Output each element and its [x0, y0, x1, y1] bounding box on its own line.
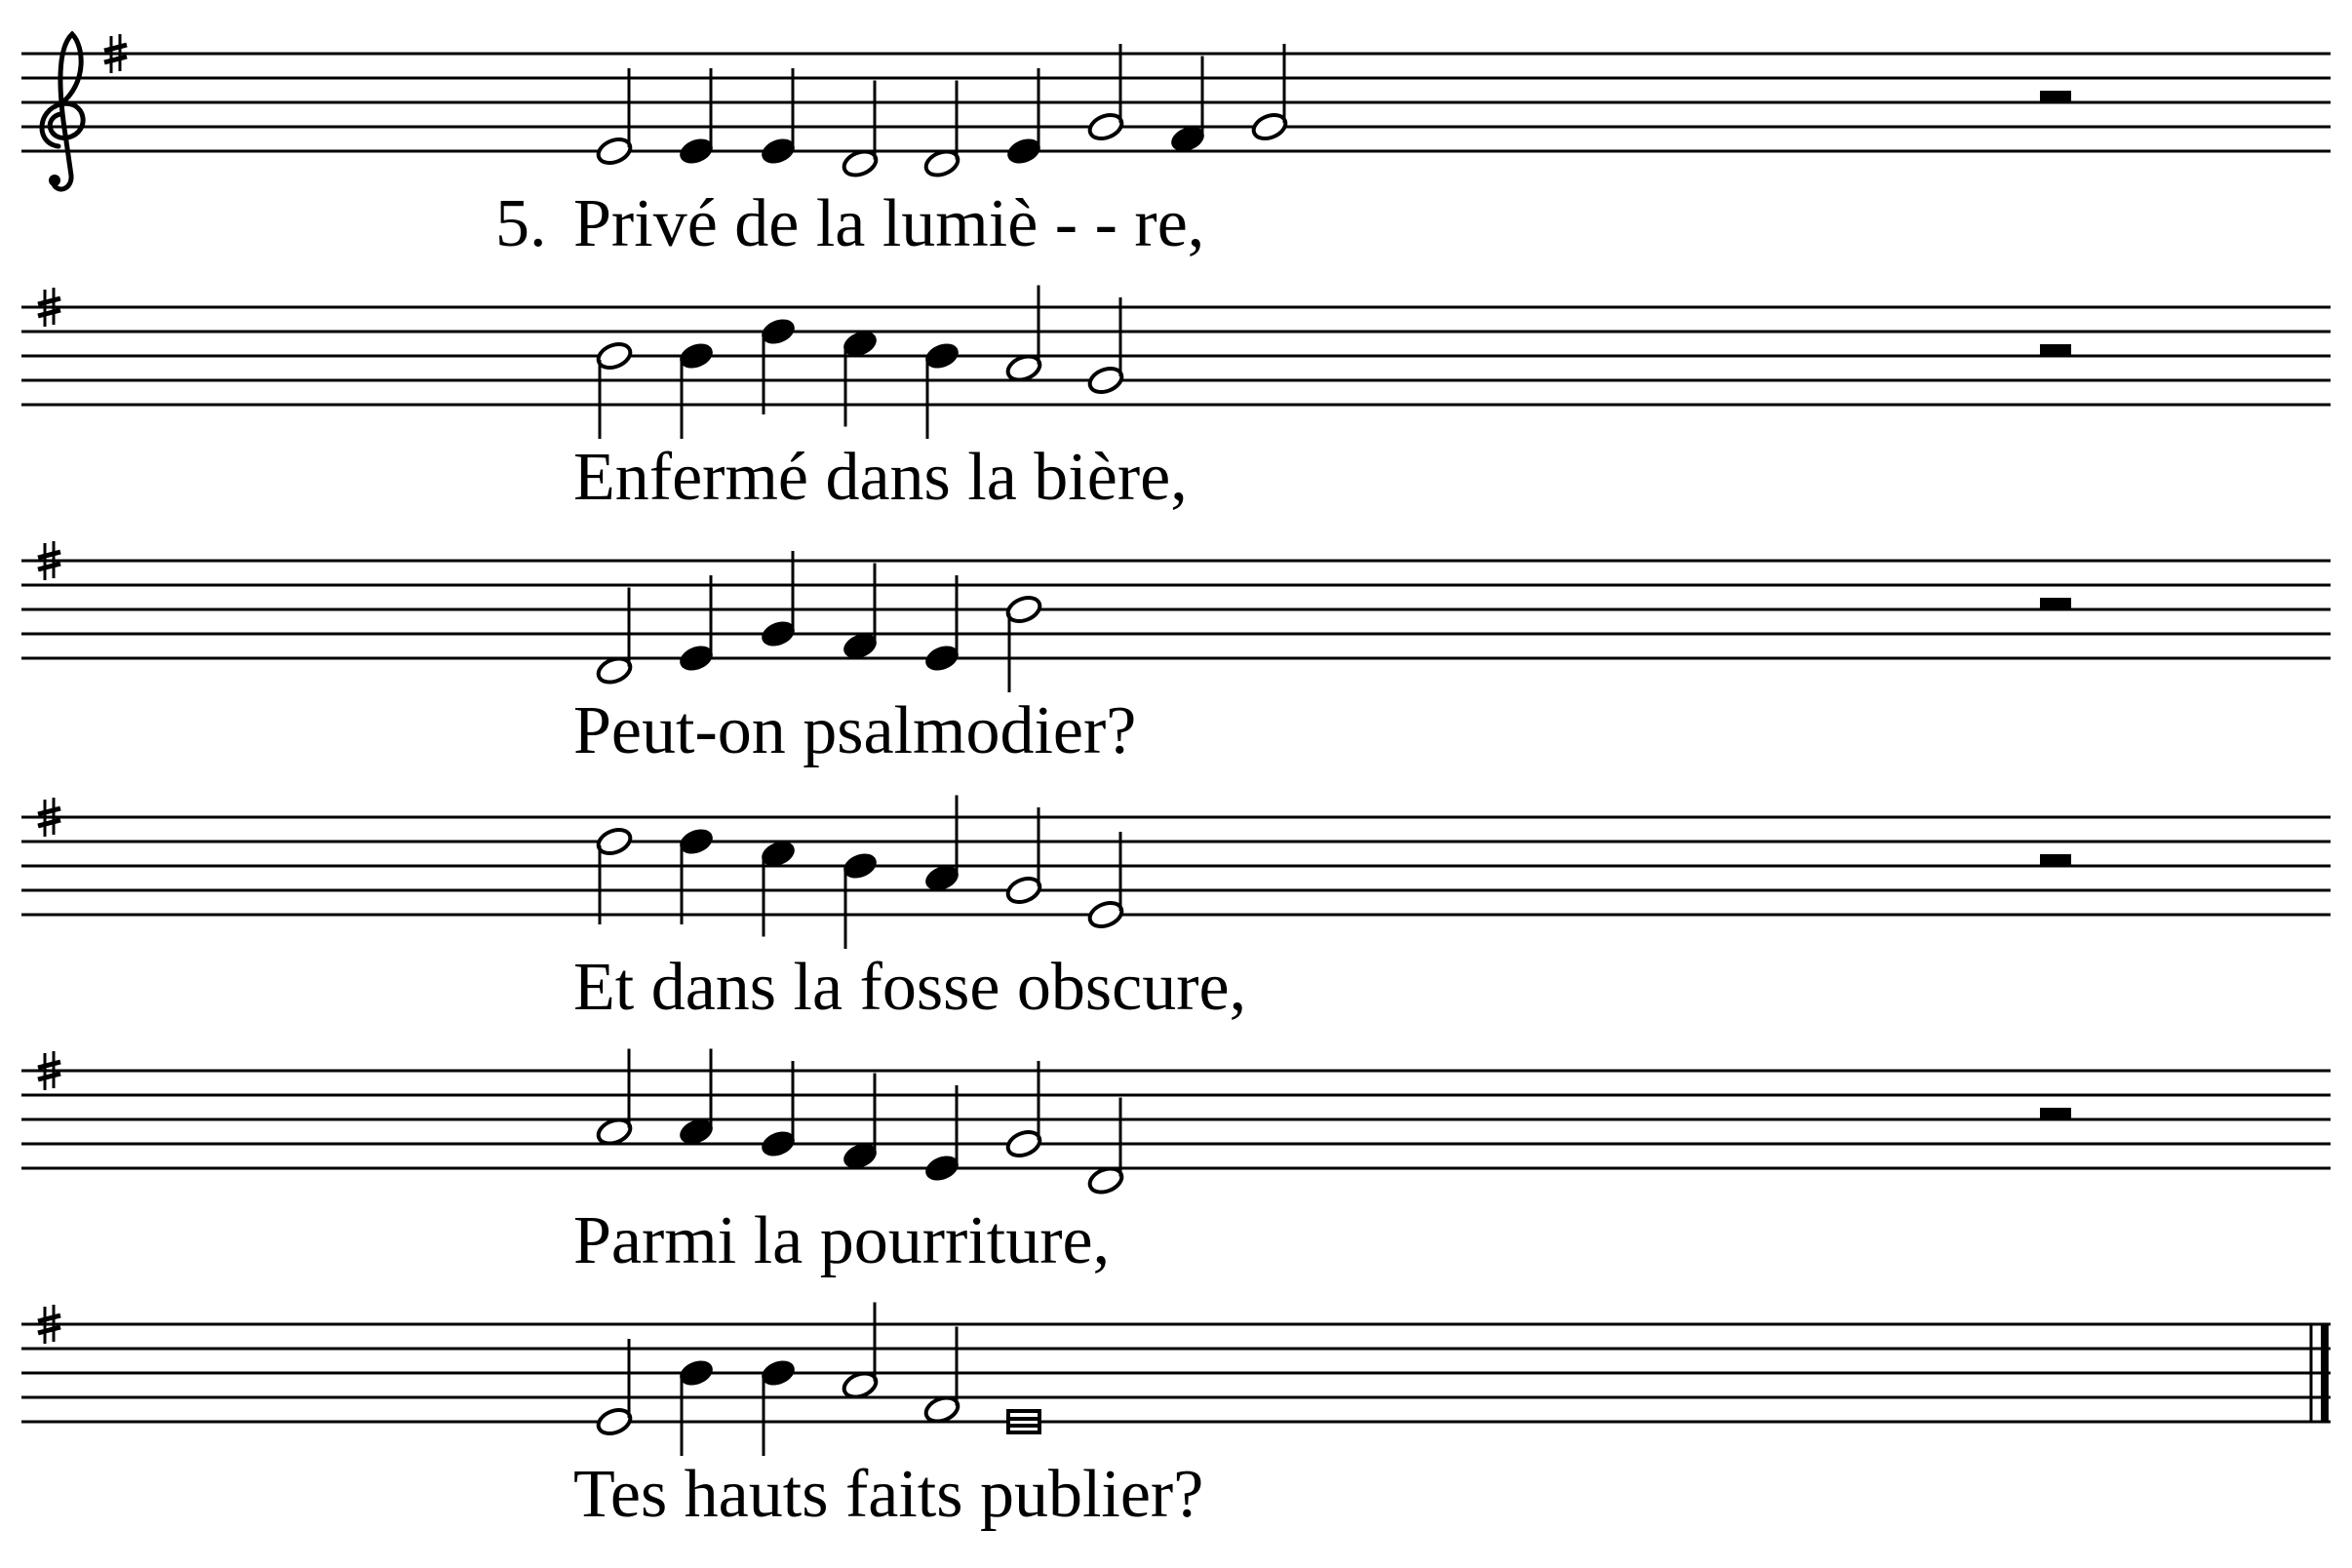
sharp-bar	[38, 564, 60, 569]
verse-number: 5.	[495, 186, 547, 261]
half-rest-icon	[2040, 344, 2071, 356]
sharp-bar	[38, 808, 60, 814]
lyric-line: Enfermé dans la bière,	[573, 440, 1188, 515]
staff-system	[21, 34, 2331, 189]
note	[1086, 44, 1125, 143]
note	[595, 339, 634, 439]
lyric-line: Privé de la lumiè - - re,	[573, 186, 1205, 261]
note	[595, 588, 634, 687]
note	[759, 1356, 798, 1456]
note	[595, 68, 634, 168]
note	[759, 1061, 798, 1160]
sharp-bar	[38, 1074, 60, 1079]
half-rest-icon	[2040, 91, 2071, 102]
note	[1004, 807, 1043, 907]
sharp-bar	[104, 57, 127, 62]
note	[841, 1074, 880, 1173]
note	[922, 1085, 961, 1185]
note	[595, 825, 634, 924]
note	[841, 328, 880, 427]
note	[922, 339, 961, 439]
staff-system	[21, 541, 2331, 692]
staff-system	[21, 1303, 2331, 1457]
note	[922, 81, 961, 180]
lyric-line: Peut-on psalmodier?	[573, 693, 1137, 768]
staff-system	[21, 796, 2331, 950]
staff-system	[21, 286, 2331, 440]
note	[595, 1339, 634, 1438]
note	[1004, 593, 1043, 692]
lyric-line: Tes hauts faits publier?	[573, 1457, 1204, 1532]
note	[841, 849, 880, 949]
lyric-line: Et dans la fosse obscure,	[573, 950, 1247, 1025]
note	[922, 1327, 961, 1427]
note	[677, 575, 716, 675]
note	[677, 1356, 716, 1456]
note	[595, 1049, 634, 1149]
note	[1250, 44, 1289, 143]
note	[677, 339, 716, 439]
note	[1168, 57, 1207, 156]
staff-system	[21, 1049, 2331, 1197]
note	[841, 564, 880, 663]
sharp-bar	[38, 298, 60, 304]
half-rest-icon	[2040, 854, 2071, 866]
treble-clef-icon	[42, 34, 83, 189]
note	[1004, 68, 1043, 168]
note	[759, 68, 798, 168]
note	[759, 838, 798, 937]
treble-clef-dot	[49, 175, 60, 186]
half-rest-icon	[2040, 1108, 2071, 1119]
note	[922, 575, 961, 675]
breve-head	[1008, 1411, 1039, 1432]
note	[922, 796, 961, 895]
note	[841, 81, 880, 180]
sharp-bar	[38, 820, 60, 826]
note	[1004, 286, 1043, 385]
note	[1004, 1061, 1043, 1160]
sharp-bar	[38, 1327, 60, 1333]
sharp-bar	[38, 1062, 60, 1068]
note	[677, 68, 716, 168]
lyric-line: Parmi la pourriture,	[573, 1203, 1111, 1278]
note	[677, 825, 716, 924]
half-rest-icon	[2040, 598, 2071, 609]
note	[1086, 1098, 1125, 1197]
sharp-bar	[38, 552, 60, 558]
note	[1008, 1411, 1039, 1432]
note	[759, 315, 798, 414]
note	[1086, 832, 1125, 931]
note	[759, 551, 798, 650]
note	[677, 1049, 716, 1149]
sharp-bar	[38, 1315, 60, 1321]
note	[841, 1303, 880, 1402]
note	[1086, 297, 1125, 397]
sharp-bar	[104, 45, 127, 51]
sharp-bar	[38, 310, 60, 316]
